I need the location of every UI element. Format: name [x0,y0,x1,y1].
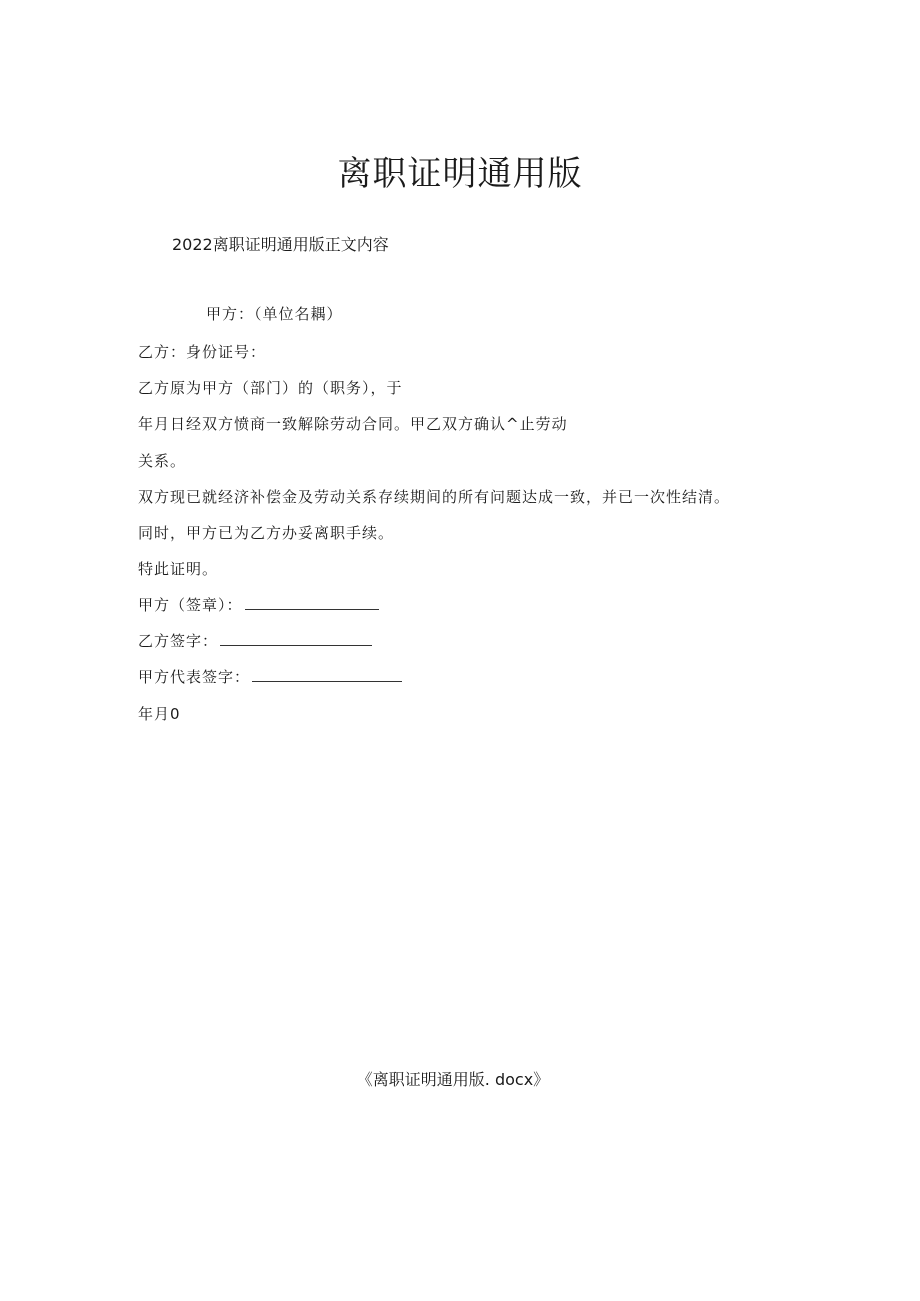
sign-b-blank [220,631,372,646]
sign-b-label: 乙方签字： [138,632,219,650]
document-footer [0,1067,920,1090]
sign-a-label: 甲方（签章）： [138,596,243,614]
document-subtitle: 2022离职证明通用版正文内容 [172,235,389,254]
sign-rep-label: 甲方代表签字： [138,668,251,686]
procedure-line: 同时，甲方已为乙方办妥离职手续。 [138,524,395,542]
party-b-original-line: 乙方原为甲方（部门）的（职务），于 [138,379,403,397]
party-b-id-line: 乙方：身份证号： [138,343,267,361]
date-line: 年月0 [138,705,181,723]
sign-rep-row [138,666,402,687]
footer-filename: 《离职证明通用版. docx》 [356,1070,550,1089]
sign-rep-blank [252,667,402,682]
dissolve-date-line: 年月日经双方愤商一致解除劳动合同。甲乙双方确认^止劳动 [138,415,568,433]
relation-line: 关系。 [138,452,187,470]
hereby-line: 特此证明。 [138,560,219,578]
party-a-line: 甲方：（单位名耦） [206,305,343,323]
document-title: 离职证明通用版 [337,154,583,194]
sign-a-blank [245,595,379,610]
sign-a-row [138,594,379,615]
sign-b-row [138,630,372,651]
settlement-line: 双方现已就经济补偿金及劳动关系存续期间的所有问题达成一致，并已一次性结清。 [138,488,731,506]
